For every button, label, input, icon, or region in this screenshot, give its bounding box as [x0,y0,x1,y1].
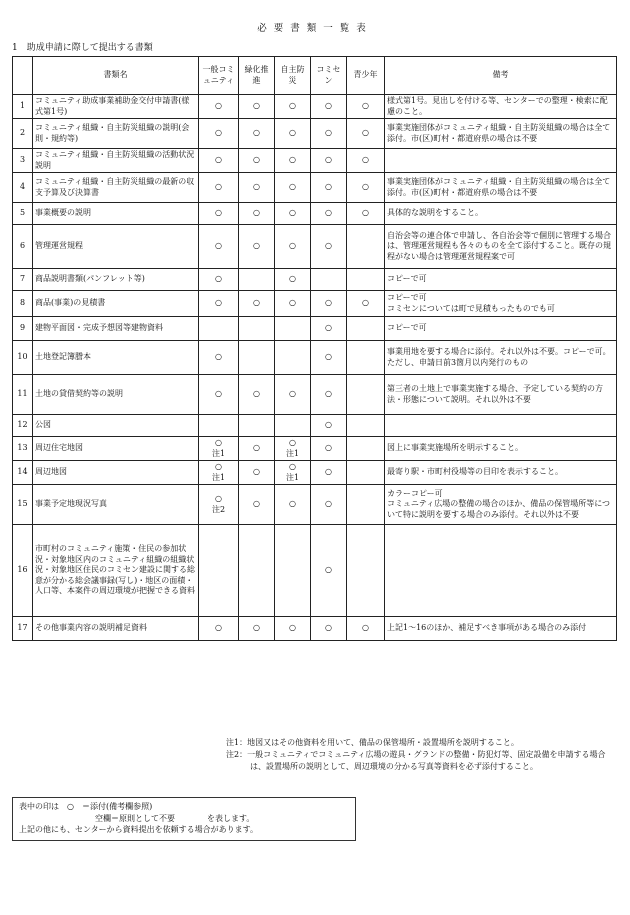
header-youth: 青少年 [347,57,385,95]
attachment-mark: ○ [347,149,385,173]
section-heading: 1 助成申請に際して提出する書類 [12,43,153,53]
attachment-mark: ○ [311,415,347,437]
footnotes [226,737,618,773]
table-row [13,525,617,617]
attachment-mark: ○ [239,173,275,203]
attachment-mark: ○ [311,461,347,485]
attachment-mark [275,341,311,375]
attachment-mark: ○ [311,437,347,461]
row-number: 4 [13,173,33,203]
attachment-mark: ○ [239,485,275,525]
attachment-mark: ○ [199,269,239,291]
legend-line-3: 上記の他にも、センターから資料提出を依頼する場合があります。 [19,825,259,834]
attachment-mark: ○ [311,173,347,203]
attachment-mark: ○ [275,485,311,525]
attachment-mark: ○ [311,291,347,317]
header-document-name: 書類名 [33,57,199,95]
attachment-mark: ○ [239,375,275,415]
document-name: 公図 [33,415,199,437]
attachment-mark [199,415,239,437]
table-row [13,437,617,461]
document-name: その他事業内容の説明補足資料 [33,617,199,641]
attachment-mark: ○ [239,225,275,269]
attachment-mark [347,485,385,525]
attachment-mark: ○ [239,119,275,149]
attachment-mark: ○ [239,437,275,461]
attachment-mark: ○ [199,119,239,149]
attachment-mark [275,415,311,437]
document-name: 事業概要の説明 [33,203,199,225]
attachment-mark: ○ [199,291,239,317]
attachment-mark [347,525,385,617]
document-name: コミュニティ組織・自主防災組織の活動状況説明 [33,149,199,173]
attachment-mark: ○ 注1 [275,437,311,461]
footnote-2: 注2：一般コミュニティでコミュニティ広場の遊具・グランドの整備・防犯灯等、固定設備を申請する場合は、設置場所の説明として、周辺環境の分かる写真等資料を必ず添付すること。 [226,750,606,771]
attachment-mark: ○ [275,375,311,415]
remarks: 事業用地を要する場合に添付。それ以外は不要。コピーで可。ただし、申請日前3箇月以内発行のもの [385,341,617,375]
row-number: 6 [13,225,33,269]
document-name: 管理運営規程 [33,225,199,269]
document-name: 商品(事業)の見積書 [33,291,199,317]
attachment-mark: ○ [275,617,311,641]
header-no [13,57,33,95]
header-greening: 緑化推進 [239,57,275,95]
attachment-mark [239,341,275,375]
document-name: コミュニティ組織・自主防災組織の説明(会則・規約等) [33,119,199,149]
attachment-mark: ○ [275,225,311,269]
attachment-mark: ○ [275,119,311,149]
attachment-mark: ○ 注2 [199,485,239,525]
document-name: 事業予定地現況写真 [33,485,199,525]
table-row [13,95,617,119]
attachment-mark: ○ [311,119,347,149]
attachment-mark: ○ [239,291,275,317]
attachment-mark: ○ [199,95,239,119]
attachment-mark [311,269,347,291]
attachment-mark: ○ [347,291,385,317]
attachment-mark: ○ [347,173,385,203]
remarks: 最寄り駅・市町村役場等の目印を表示すること。 [385,461,617,485]
row-number: 7 [13,269,33,291]
legend-line-1: 表中の印は ○ ＝添付(備考欄参照) [19,802,153,811]
attachment-mark [347,225,385,269]
attachment-mark: ○ [239,149,275,173]
row-number: 14 [13,461,33,485]
legend-box [12,797,356,841]
remarks: 事業実施団体がコミュニティ組織・自主防災組織の場合は全て添付。市(区)町村・都道府県の場合は不要 [385,173,617,203]
attachment-mark [275,317,311,341]
legend-line-2: 空欄＝原則として不要 を表します。 [95,813,255,823]
attachment-mark: ○ [311,485,347,525]
document-name: 市町村のコミュニティ施策・住民の参加状況・対象地区内のコミュニティ組織の組織状況・対象地区住民のコミセン建設に関する総意が分かる総会議事録(写し)・地区の面積・人口等、本案件の周辺環境が把握できる資料 [33,525,199,617]
table-row [13,149,617,173]
remarks: コピーで可 [385,269,617,291]
attachment-mark: ○ [275,269,311,291]
table-row [13,203,617,225]
attachment-mark: ○ [311,341,347,375]
table-row [13,341,617,375]
header-community-center: コミセン [311,57,347,95]
attachment-mark: ○ [311,617,347,641]
attachment-mark: ○ 注1 [199,437,239,461]
attachment-mark: ○ [347,119,385,149]
remarks: カラーコピー可 コミュニティ広場の整備の場合のほか、備品の保管場所等について特に説明を要する場合のみ添付。それ以外は不要 [385,485,617,525]
attachment-mark: ○ [275,173,311,203]
attachment-mark: ○ [347,203,385,225]
document-name: 土地登記簿謄本 [33,341,199,375]
remarks: 図上に事業実施場所を明示すること。 [385,437,617,461]
attachment-mark: ○ [275,95,311,119]
attachment-mark: ○ [199,203,239,225]
attachment-mark: ○ [199,375,239,415]
document-name: 周辺地図 [33,461,199,485]
footnote-1: 注1：地図又はその他資料を用いて、備品の保管場所・設置場所を説明すること。 [226,738,519,747]
row-number: 11 [13,375,33,415]
page-title: 必要書類一覧表 [257,23,373,34]
remarks: 具体的な説明をすること。 [385,203,617,225]
attachment-mark: ○ [275,291,311,317]
attachment-mark: ○ 注1 [199,461,239,485]
document-name: 土地の貸借契約等の説明 [33,375,199,415]
row-number: 1 [13,95,33,119]
attachment-mark [347,415,385,437]
remarks: 様式第1号。見出しを付ける等、センターでの整理・検索に配慮のこと。 [385,95,617,119]
header-remarks: 備考 [385,57,617,95]
remarks [385,525,617,617]
table-row [13,317,617,341]
attachment-mark [239,269,275,291]
attachment-mark [239,317,275,341]
remarks: 第三者の土地上で事業実施する場合、予定している契約の方法・形態について説明。それ以外は不要 [385,375,617,415]
table-row [13,461,617,485]
attachment-mark: ○ 注1 [275,461,311,485]
attachment-mark [347,437,385,461]
table-row [13,173,617,203]
attachment-mark: ○ [199,225,239,269]
attachment-mark [347,341,385,375]
attachment-mark: ○ [199,341,239,375]
attachment-mark [239,525,275,617]
attachment-mark [275,525,311,617]
remarks: 事業実施団体がコミュニティ組織・自主防災組織の場合は全て添付。市(区)町村・都道府県の場合は不要 [385,119,617,149]
attachment-mark: ○ [199,149,239,173]
row-number: 5 [13,203,33,225]
table-row [13,291,617,317]
row-number: 10 [13,341,33,375]
row-number: 17 [13,617,33,641]
remarks: コピーで可 コミセンについては町で見積もったものでも可 [385,291,617,317]
attachment-mark: ○ [311,149,347,173]
document-name: 建物平面図・完成予想図等建物資料 [33,317,199,341]
table-row [13,617,617,641]
attachment-mark [199,525,239,617]
attachment-mark [347,461,385,485]
document-name: 周辺住宅地図 [33,437,199,461]
row-number: 8 [13,291,33,317]
remarks: 自治会等の連合体で申請し、各自治会等で個別に管理する場合は、管理運営規程も各々のものを全て添付すること。既存の規程がない場合は管理運営規程案で可 [385,225,617,269]
row-number: 12 [13,415,33,437]
attachment-mark: ○ [239,617,275,641]
attachment-mark: ○ [239,461,275,485]
attachment-mark [239,415,275,437]
row-number: 2 [13,119,33,149]
table-row [13,119,617,149]
attachment-mark: ○ [347,617,385,641]
attachment-mark: ○ [275,149,311,173]
attachment-mark: ○ [311,525,347,617]
remarks [385,415,617,437]
table-row [13,485,617,525]
attachment-mark [347,269,385,291]
attachment-mark: ○ [311,375,347,415]
remarks: コピーで可 [385,317,617,341]
attachment-mark: ○ [239,95,275,119]
header-disaster-prevention: 自主防災 [275,57,311,95]
attachment-mark [199,317,239,341]
attachment-mark: ○ [275,203,311,225]
document-name: コミュニティ組織・自主防災組織の最新の収支予算及び決算書 [33,173,199,203]
attachment-mark: ○ [199,173,239,203]
remarks: 上記1〜16のほか、補足すべき事項がある場合のみ添付 [385,617,617,641]
attachment-mark: ○ [239,203,275,225]
attachment-mark [347,317,385,341]
document-name: コミュニティ助成事業補助金交付申請書(様式第1号) [33,95,199,119]
row-number: 9 [13,317,33,341]
row-number: 13 [13,437,33,461]
row-number: 15 [13,485,33,525]
attachment-mark: ○ [311,95,347,119]
attachment-mark: ○ [311,225,347,269]
attachment-mark: ○ [311,317,347,341]
attachment-mark: ○ [311,203,347,225]
remarks [385,149,617,173]
table-row [13,269,617,291]
documents-table [12,56,617,641]
attachment-mark: ○ [347,95,385,119]
header-general-community: 一般コミュニティ [199,57,239,95]
table-header-row [13,57,617,95]
row-number: 3 [13,149,33,173]
table-row [13,225,617,269]
document-name: 商品説明書類(パンフレット等) [33,269,199,291]
row-number: 16 [13,525,33,617]
table-row [13,415,617,437]
attachment-mark: ○ [199,617,239,641]
attachment-mark [347,375,385,415]
table-row [13,375,617,415]
